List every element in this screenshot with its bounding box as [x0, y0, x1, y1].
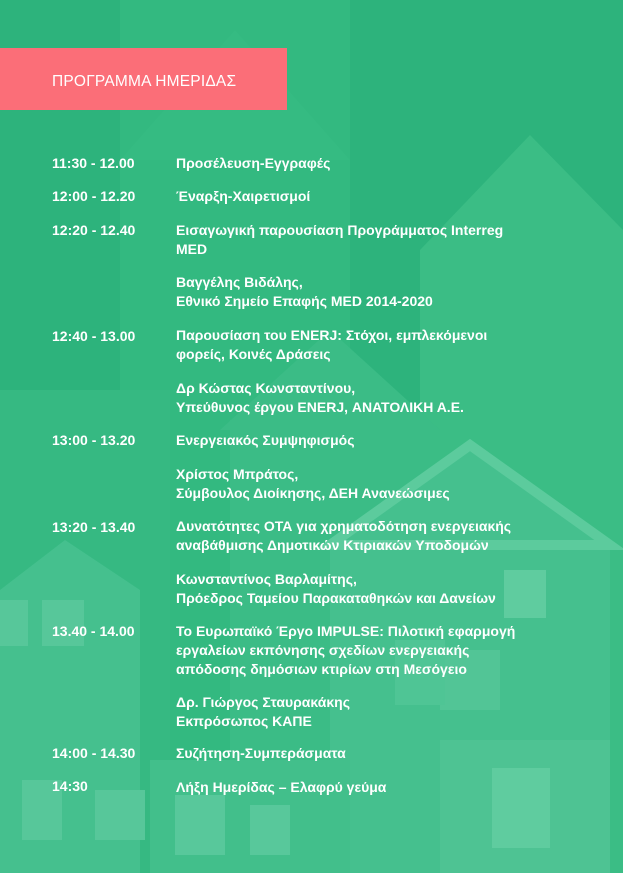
session-title: Εισαγωγική παρουσίαση Προγράμματος Interreg: [176, 222, 504, 238]
speaker-name: Χρίστος Μπράτος,: [176, 466, 299, 482]
speaker-name: Δρ. Γιώργος Σταυρακάκης: [176, 694, 350, 710]
speaker-name: Δρ Κώστας Κωνσταντίνου,: [176, 380, 356, 396]
session-title: Προσέλευση-Εγγραφές: [176, 155, 331, 171]
time-slot: 12:40 - 13.00: [52, 328, 136, 344]
session-title: Συζήτηση-Συμπεράσματα: [176, 745, 346, 761]
speaker-role: Εκπρόσωπος ΚΑΠΕ: [176, 713, 312, 729]
speaker-role: Πρόεδρος Ταμείου Παρακαταθηκών και Δανείων: [176, 590, 496, 606]
time-slot: 13.40 - 14.00: [52, 623, 135, 639]
time-slot: 13:00 - 13.20: [52, 432, 136, 448]
speaker-role: Εθνικό Σημείο Επαφής MED 2014-2020: [176, 293, 433, 309]
session-title: Λήξη Ημερίδας – Ελαφρύ γεύμα: [176, 779, 387, 795]
session-title: Δυνατότητες ΟΤΑ για χρηματοδότηση ενεργειακής: [176, 518, 512, 534]
time-slot: 14:00 - 14.30: [52, 745, 136, 761]
time-slot: 13:20 - 13.40: [52, 519, 136, 535]
time-slot: 12:20 - 12.40: [52, 222, 136, 238]
session-title: Το Ευρωπαϊκό Έργο IMPULSE: Πιλοτική εφαρμογή: [176, 623, 516, 639]
session-title: αναβάθμισης Δημοτικών Κτιριακών Υποδομών: [176, 537, 489, 553]
speaker-role: Σύμβουλος Διοίκησης, ΔΕΗ Ανανεώσιμες: [176, 485, 450, 501]
speaker-name: Κωνσταντίνος Βαρλαμίτης,: [176, 571, 357, 587]
page-title: ΠΡΟΓΡΑΜΜΑ ΗΜΕΡΙΔΑΣ: [52, 73, 237, 90]
speaker-name: Βαγγέλης Βιδάλης,: [176, 274, 303, 290]
time-slot: 12:00 - 12.20: [52, 188, 136, 204]
session-title: Έναρξη-Χαιρετισμοί: [176, 188, 311, 204]
session-title: MED: [176, 241, 208, 257]
session-title: εργαλείων εκπόνησης σχεδίων ενεργειακής: [176, 642, 470, 658]
session-title: Ενεργειακός Συμψηφισμός: [176, 432, 355, 448]
session-title: Παρουσίαση του ENERJ: Στόχοι, εμπλεκόμενοι: [176, 327, 488, 343]
time-slot: 14:30: [52, 778, 88, 794]
time-slot: 11:30 - 12.00: [52, 155, 135, 171]
session-title: απόδοσης δημόσιων κτιρίων στη Μεσόγειο: [176, 661, 467, 677]
speaker-role: Υπεύθυνος έργου ENERJ, ΑΝΑΤΟΛΙΚΗ Α.Ε.: [176, 399, 464, 415]
session-title: φορείς, Κοινές Δράσεις: [176, 346, 331, 362]
